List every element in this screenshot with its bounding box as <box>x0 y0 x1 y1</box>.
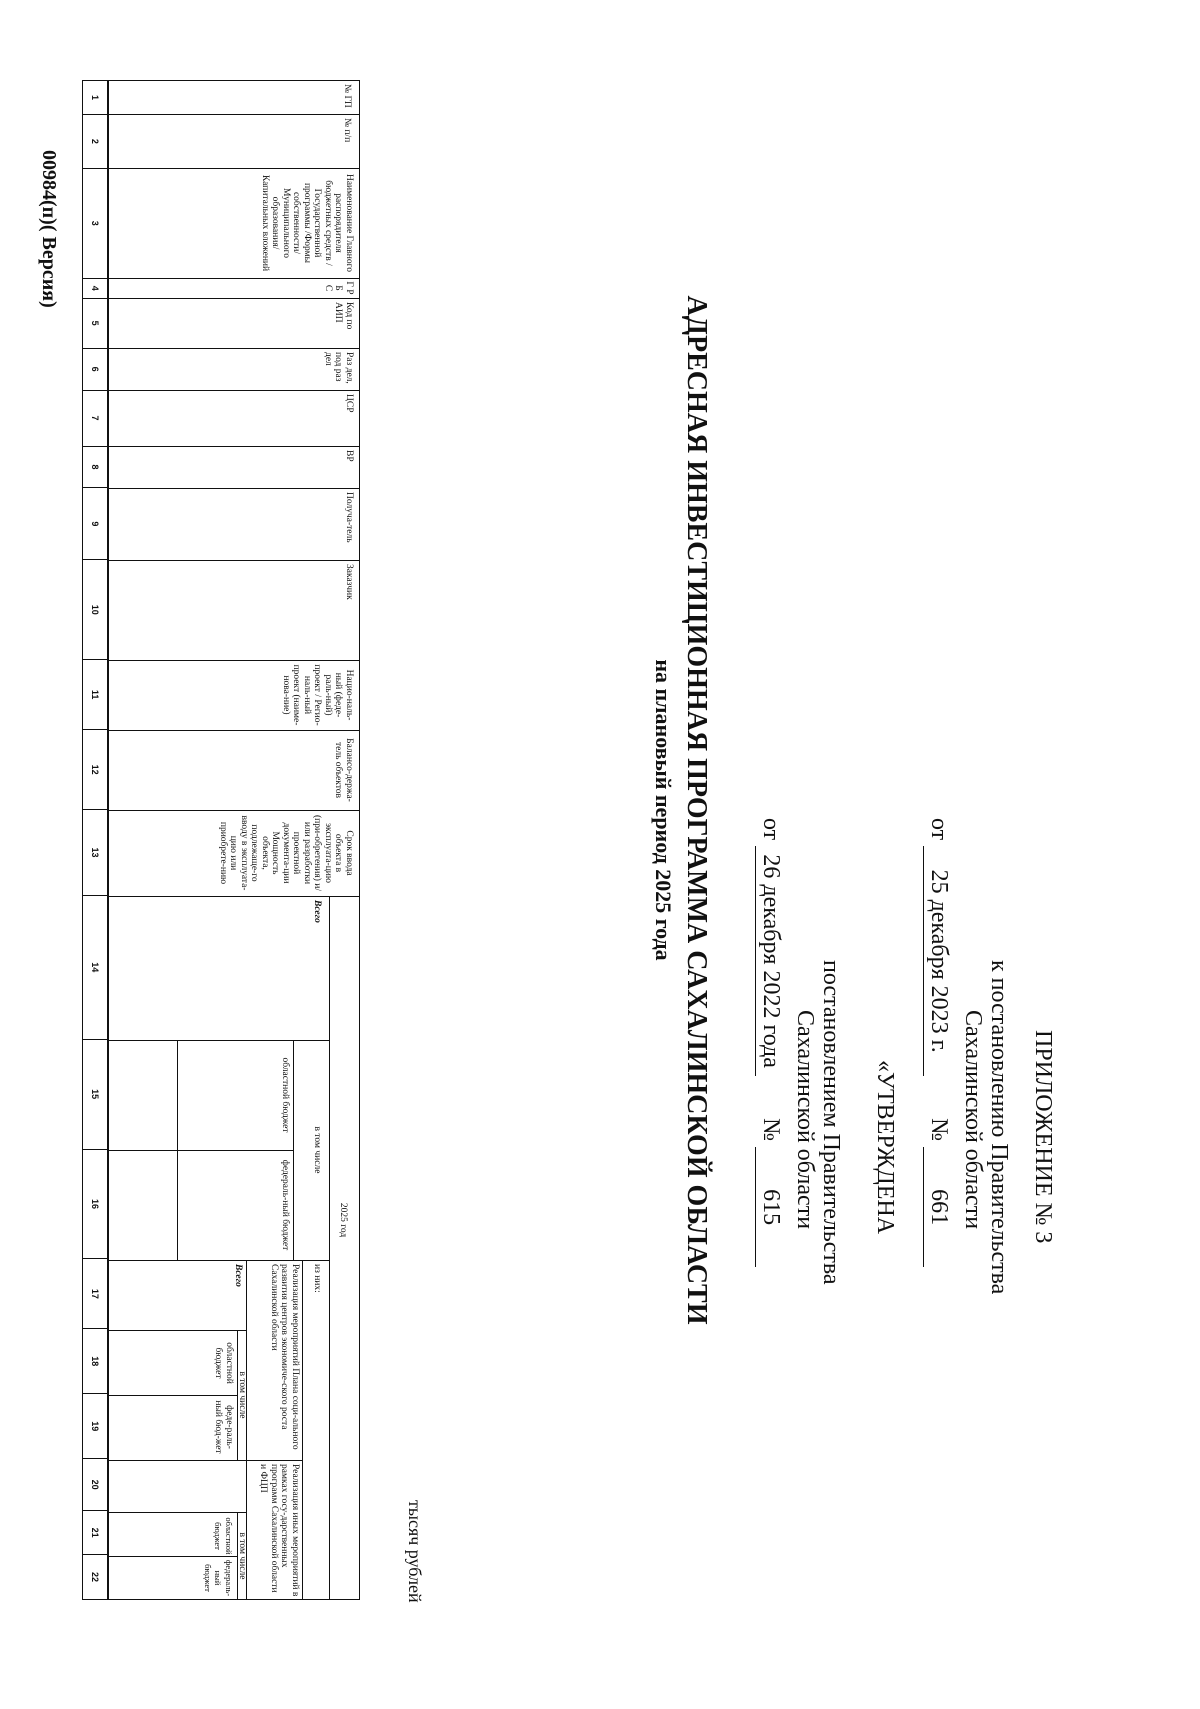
colnum-22: 22 <box>90 1572 100 1583</box>
colnum-19: 19 <box>83 1394 107 1459</box>
col5-header: Код по АИП <box>333 302 354 330</box>
program-title: АДРЕСНАЯ ИНВЕСТИЦИОННАЯ ПРОГРАММА САХАЛИНСКОЙ ОБЛАСТИ <box>681 295 712 1325</box>
federal3-header: федераль-ный бюджет <box>203 1559 234 1597</box>
colnum-14: 14 <box>83 896 107 1040</box>
appendix-line2: Сахалинской области <box>960 1010 986 1230</box>
regional2-header: областной бюджет <box>213 1342 234 1384</box>
federal-header: федераль-ный бюджет <box>280 1159 290 1251</box>
col12-header: Балансо-держа-тель объектов <box>333 738 354 802</box>
approved-from-label: от <box>758 818 784 841</box>
col9-header: Получа-тель <box>344 492 354 543</box>
approved-line1: постановлением Правительства <box>818 960 844 1285</box>
colnum-9: 9 <box>83 488 107 560</box>
colnum-6: 6 <box>83 349 107 391</box>
colnum-10: 10 <box>83 560 107 660</box>
approved-no: 615 <box>755 1147 786 1267</box>
col11-header: Нацио-наль-ный (феде-раль-ный) проект / Регио-наль-ный проект (наиме-нова-ние) <box>281 664 354 726</box>
colnum-21: 21 <box>83 1511 107 1555</box>
colnum-11: 11 <box>83 660 107 730</box>
colnum-16: 16 <box>83 1150 107 1260</box>
approved-date-line <box>755 818 786 1267</box>
col13-header: Срок ввода объекта в эксплуата-цию (при-обретения) и/или разработки проектной документа-ции Мощность объекта, подлежаще-го вводу в эксплуата-цию или приобрете-нию <box>218 815 354 891</box>
of-which-header: из них: <box>312 1264 322 1293</box>
colnum-5: 5 <box>83 299 107 349</box>
col2-header: № п/п <box>342 118 352 143</box>
col10-header: Заказчик <box>344 564 354 600</box>
other-programs-header: Реализация иных мероприятий в рамках госу-дарственных программ Сахалинской области и ФЦП <box>258 1464 300 1597</box>
approved-no-label: № <box>758 1118 784 1142</box>
appendix-from-label: от <box>926 818 952 841</box>
regional-header: областной бюджет <box>280 1057 290 1133</box>
col7-header: ЦСР <box>344 394 354 413</box>
approved-title: «УТВЕРЖДЕНА <box>872 1060 898 1235</box>
colnum-12: 12 <box>83 730 107 810</box>
appendix-line1: к постановлению Правительства <box>986 960 1012 1295</box>
federal2-header: феде-раль-ный бюд-жет <box>213 1400 234 1454</box>
colnum-7: 7 <box>83 391 107 447</box>
colnum-13: 13 <box>83 810 107 896</box>
colnum-4: 4 <box>83 279 107 299</box>
total-header: Всего <box>312 900 322 923</box>
appendix-title: ПРИЛОЖЕНИЕ № 3 <box>1030 1030 1056 1244</box>
units-label: тысяч рублей <box>405 1500 425 1603</box>
approved-line2: Сахалинской области <box>792 1010 818 1230</box>
col6-header: Раз дел, под раз дел <box>323 352 354 384</box>
column-number-row <box>82 80 108 1600</box>
year-header: 2025 год <box>338 1202 348 1238</box>
program-subtitle: на плановый период 2025 года <box>651 659 676 961</box>
document-code: 00984(п)( Версия) <box>38 150 60 308</box>
colnum-3: 3 <box>83 169 107 279</box>
colnum-15: 15 <box>83 1040 107 1150</box>
colnum-8: 8 <box>83 447 107 489</box>
colnum-1: 1 <box>83 81 107 115</box>
including-header: в том числе <box>312 1126 322 1174</box>
col3-header: Наименование Главного распорядителя бюджетных средств / Государственной программы /Формы собственности/ Муниципального образования/ Капитальных вложений <box>260 173 354 273</box>
total-it-header: Всего <box>233 1264 243 1287</box>
plan-centers-header: Реализация мероприятий Плана соци-ального развития центров экономиче-ского роста Сахалинской области <box>269 1264 300 1450</box>
regional3-header: областной бюджет <box>213 1517 234 1555</box>
appendix-date: 25 декабря 2023 г. <box>923 846 954 1076</box>
colnum-18: 18 <box>83 1329 107 1394</box>
appendix-no-label: № <box>926 1118 952 1142</box>
appendix-no: 661 <box>923 1147 954 1267</box>
including2-header: в том числе <box>237 1371 247 1419</box>
col8-header: ВР <box>344 450 354 462</box>
including3-header: в том числе <box>237 1532 247 1580</box>
colnum-20: 20 <box>83 1459 107 1511</box>
col4-header: Г Р Б С <box>323 281 354 295</box>
appendix-date-line <box>923 818 954 1267</box>
col1-header: № ГП <box>342 84 352 108</box>
colnum-17: 17 <box>83 1259 107 1329</box>
approved-date: 26 декабря 2022 года <box>755 846 786 1076</box>
colnum-2: 2 <box>83 115 107 169</box>
